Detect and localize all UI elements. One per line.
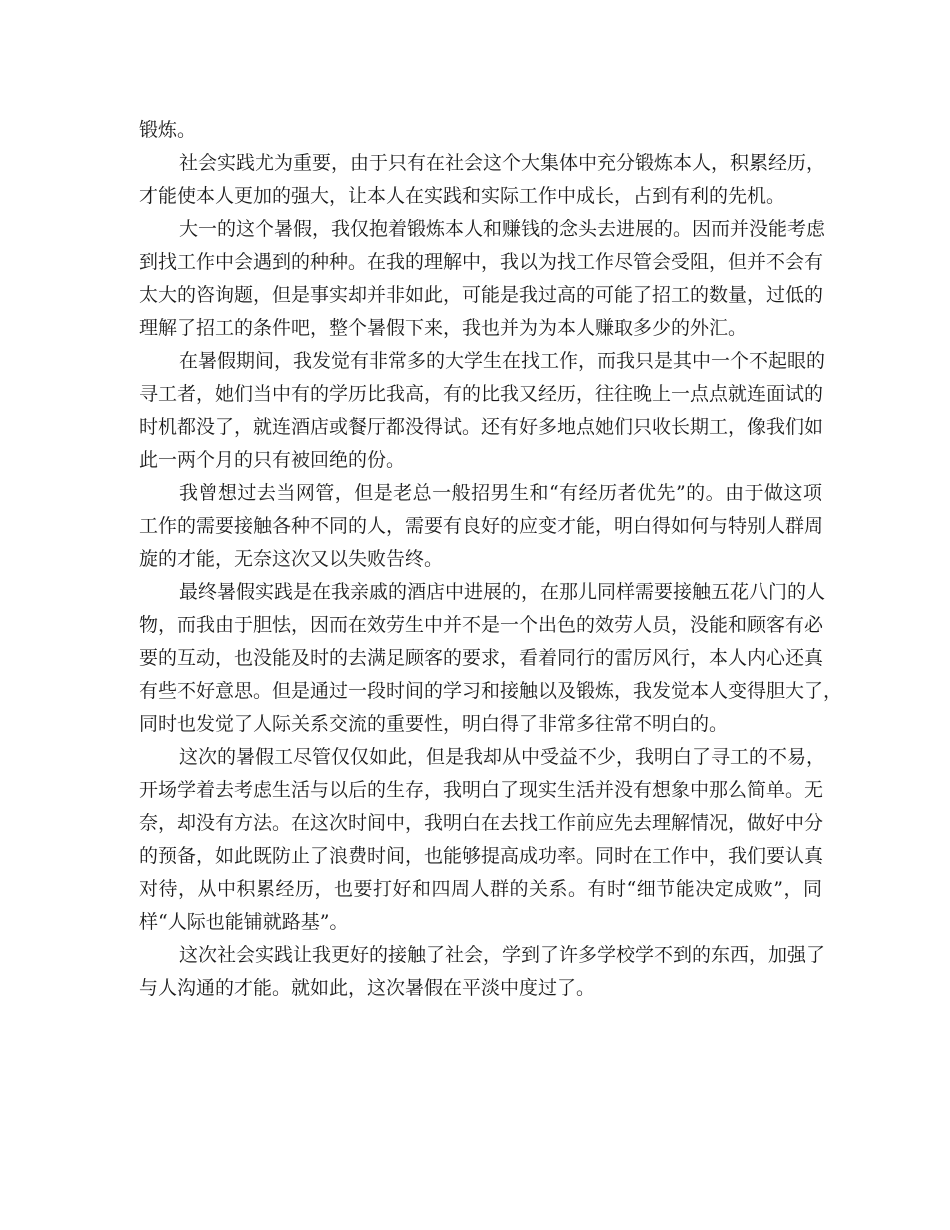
text-line: 时机都没了，就连酒店或餐厅都没得试。还有好多地点她们只收长期工，像我们如 — [139, 416, 824, 438]
text-line: 样“人际也能铺就路基”。 — [139, 911, 349, 933]
text-line: 到找工作中会遇到的种种。在我的理解中，我以为找工作尽管会受阻，但并不会有 — [139, 251, 824, 273]
text-line: 才能使本人更加的强大，让本人在实践和实际工作中成长，占到有利的先机。 — [139, 185, 786, 207]
text-line: 物，而我由于胆怯，因而在效劳生中并不是一个出色的效劳人员，没能和顾客有必 — [139, 614, 824, 636]
paragraph-first-line: 在暑假期间，我发觉有非常多的大学生在找工作，而我只是其中一个不起眼的 — [179, 350, 826, 372]
text-line: 要的互动，也没能及时的去满足顾客的要求，看着同行的雷厉风行，本人内心还真 — [139, 647, 824, 669]
text-line: 开场学着去考虑生活与以后的生存，我明白了现实生活并没有想象中那么简单。无 — [139, 779, 824, 801]
text-line: 此一两个月的只有被回绝的份。 — [139, 449, 406, 471]
paragraph-first-line: 我曾想过去当网管，但是老总一般招男生和“有经历者优先”的。由于做这项 — [179, 482, 822, 504]
paragraph-first-line: 最终暑假实践是在我亲戚的酒店中进展的，在那儿同样需要接触五花八门的人 — [179, 581, 826, 603]
text-line: 寻工者，她们当中有的学历比我高，有的比我又经历，往往晚上一点点就连面试的 — [139, 383, 824, 405]
paragraph-first-line: 这次的暑假工尽管仅仅如此，但是我却从中受益不少，我明白了寻工的不易， — [179, 746, 826, 768]
text-line: 同时也发觉了人际关系交流的重要性，明白得了非常多往常不明白的。 — [139, 713, 729, 735]
text-line: 太大的咨询题，但是事实却并非如此，可能是我过高的可能了招工的数量，过低的 — [139, 284, 824, 306]
text-line: 奈，却没有方法。在这次时间中，我明白在去找工作前应先去理解情况，做好中分 — [139, 812, 824, 834]
text-line: 锻炼。 — [139, 119, 197, 141]
paragraph-first-line: 社会实践尤为重要，由于只有在社会这个大集体中充分锻炼本人，积累经历， — [179, 152, 826, 174]
text-line: 的预备，如此既防止了浪费时间，也能够提高成功率。同时在工作中，我们要认真 — [139, 845, 824, 867]
text-line: 工作的需要接触各种不同的人，需要有良好的应变才能，明白得如何与特别人群周 — [139, 515, 824, 537]
paragraph-first-line: 大一的这个暑假，我仅抱着锻炼本人和赚钱的念头去进展的。因而并没能考虑 — [179, 218, 826, 240]
paragraph-first-line: 这次社会实践让我更好的接触了社会，学到了许多学校学不到的东西，加强了 — [179, 944, 826, 966]
text-line: 旋的才能，无奈这次又以失败告终。 — [139, 548, 444, 570]
text-line: 对待，从中积累经历，也要打好和四周人群的关系。有时“细节能决定成败”，同 — [139, 878, 822, 900]
body-text — [139, 114, 843, 1005]
text-line: 与人沟通的才能。就如此，这次暑假在平淡中度过了。 — [139, 977, 596, 999]
text-line: 理解了招工的条件吧，整个暑假下来，我也并为为本人赚取多少的外汇。 — [139, 317, 748, 339]
text-line: 有些不好意思。但是通过一段时间的学习和接触以及锻炼，我发觉本人变得胆大了， — [139, 680, 843, 702]
